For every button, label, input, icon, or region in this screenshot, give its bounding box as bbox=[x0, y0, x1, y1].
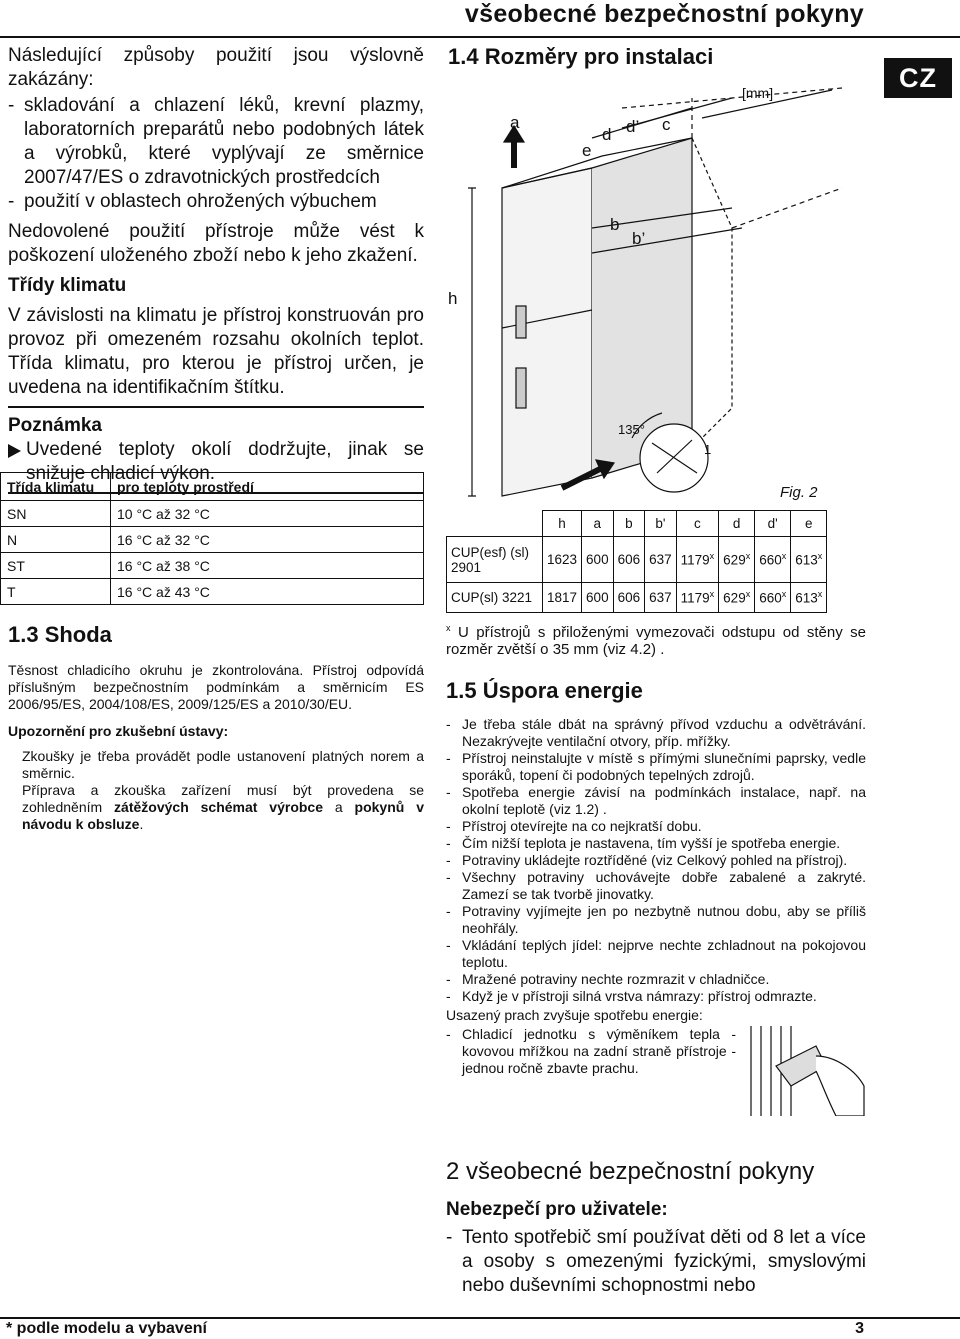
header-divider bbox=[0, 36, 960, 38]
dim-label-c: c bbox=[662, 115, 671, 134]
door-handle bbox=[516, 368, 526, 408]
footnote-text: U přístrojů s přiloženými vymezovači odstupu od stěny se rozměr zvětší o 35 mm (viz 4.2) . bbox=[446, 624, 867, 658]
hinge-label: 1 bbox=[704, 442, 712, 457]
table-cell: 600 bbox=[582, 583, 614, 613]
list-item: - Potraviny vyjímejte jen po nezbytně nutnou dobu, aby se příliš neohřály. bbox=[446, 903, 866, 937]
dim-label-e: e bbox=[582, 141, 592, 160]
table-cell: 637 bbox=[645, 583, 677, 613]
dim-label-h: h bbox=[448, 289, 458, 308]
energy-list bbox=[446, 716, 866, 1005]
dim-label-d: d bbox=[602, 125, 612, 144]
list-item: - Vkládání teplých jídel: nejprve nechte zchladnout na pokojovou teplotu. bbox=[446, 937, 866, 971]
table-row bbox=[1, 553, 424, 579]
table-cell: 606 bbox=[613, 537, 645, 583]
column-header: e bbox=[791, 511, 827, 537]
dim-label-b: b bbox=[610, 215, 620, 234]
door-handle bbox=[516, 306, 526, 338]
table-cell: T bbox=[1, 579, 111, 605]
climate-heading: Třídy klimatu bbox=[8, 275, 127, 296]
figure-caption: Fig. 2 bbox=[780, 484, 818, 501]
column-header: pro teploty prostředí bbox=[111, 473, 424, 501]
table-cell: 1817 bbox=[543, 583, 582, 613]
column-header: b' bbox=[645, 511, 677, 537]
footnote-sup: x bbox=[745, 589, 751, 600]
footnote-sup: x bbox=[745, 551, 751, 562]
list-item: - Tento spotřebič smí používat děti od 8 let a více a osoby s omezenými fyzickými, smyslovými nebo duševními schopnostmi nebo bbox=[446, 1226, 866, 1298]
list-item: - Mražené potraviny nechte rozmrazit v chladničce. bbox=[446, 971, 866, 988]
brush-cleaning-illustration bbox=[746, 1026, 866, 1116]
footnote-sup: x bbox=[709, 551, 715, 562]
compliance-text: Těsnost chladicího okruhu je zkontrolována. Přístroj odpovídá příslušným bezpečnostním podmínkám a směrnicím ES 2006/95/ES, 2004/108/ES, 2009/125/ES a 2010/30/EU. bbox=[8, 662, 424, 712]
column-header bbox=[447, 511, 543, 537]
dim-label-b2: b’ bbox=[632, 229, 646, 248]
table-cell: 16 °C až 32 °C bbox=[111, 527, 424, 553]
table-cell: 600 bbox=[582, 537, 614, 583]
model-cell: CUP(esf) (sl) 2901 bbox=[447, 537, 543, 583]
table-cell bbox=[791, 583, 827, 613]
table-header-row bbox=[1, 473, 424, 501]
safety-heading: 2 všeobecné bezpečnostní pokyny bbox=[446, 1158, 815, 1185]
model-cell: CUP(sl) 3221 bbox=[447, 583, 543, 613]
list-item: - Je třeba stále dbát na správný přívod vzduchu a odvětrávání. Nezakrývejte ventilační otvory, příp. mřížky. bbox=[446, 716, 866, 750]
cell-value: 660 bbox=[759, 552, 782, 568]
misuse-text: Nedovolené použití přístroje může vést k poškození uloženého zboží nebo k jeho zkažení. bbox=[8, 221, 424, 266]
labs-text-part: Příprava a zkouška zařízení musí být provedena se zohledněním bbox=[22, 782, 424, 815]
door-swing-outline bbox=[692, 138, 732, 448]
triangle-bullet-icon bbox=[8, 444, 21, 458]
climate-table bbox=[0, 472, 424, 605]
list-item: - Chladicí jednotku s výměníkem tepla - kovovou mřížkou na zadní straně přístroje - jednou ročně zbavte prachu. bbox=[446, 1026, 736, 1077]
table-cell: 606 bbox=[613, 583, 645, 613]
footnote-sup: x bbox=[817, 551, 823, 562]
table-cell bbox=[755, 537, 791, 583]
column-header: a bbox=[582, 511, 614, 537]
left-column bbox=[8, 44, 424, 494]
column-header: d' bbox=[755, 511, 791, 537]
dim-label-angle: 135° bbox=[618, 422, 645, 437]
dust-list bbox=[446, 1026, 736, 1116]
divider bbox=[8, 406, 424, 408]
table-cell: N bbox=[1, 527, 111, 553]
dimensions-table bbox=[446, 510, 827, 613]
compliance-heading: 1.3 Shoda bbox=[8, 622, 112, 647]
labs-text-2 bbox=[8, 782, 424, 833]
safety-subheading: Nebezpečí pro uživatele: bbox=[446, 1199, 668, 1220]
table-cell: ST bbox=[1, 553, 111, 579]
column-header: h bbox=[543, 511, 582, 537]
footnote-sup: x bbox=[781, 551, 787, 562]
column-header: c bbox=[676, 511, 719, 537]
dim-label-a: a bbox=[510, 113, 520, 132]
cell-value: 629 bbox=[723, 590, 746, 606]
column-header: b bbox=[613, 511, 645, 537]
cell-value: 1179 bbox=[680, 552, 710, 568]
table-row bbox=[447, 583, 827, 613]
footer-note: * podle modelu a vybavení bbox=[6, 1320, 207, 1337]
list-item: - Když je v přístroji silná vrstva námrazy: přístroj odmrazte. bbox=[446, 988, 866, 1005]
language-badge: CZ bbox=[884, 58, 952, 98]
table-cell: 10 °C až 32 °C bbox=[111, 501, 424, 527]
dust-heading: Usazený prach zvyšuje spotřebu energie: bbox=[446, 1007, 703, 1023]
energy-section bbox=[446, 620, 866, 1116]
table-cell: 16 °C až 38 °C bbox=[111, 553, 424, 579]
list-item: - skladování a chlazení léků, krevní plazmy, laboratorních preparátů nebo podobných látek a výrobků, které vyplývají ze směrnice 2007/47/ES o zdravotnických prostředcích bbox=[8, 94, 424, 190]
table-header-row bbox=[447, 511, 827, 537]
labs-text-part: . bbox=[139, 816, 144, 832]
table-cell bbox=[719, 583, 755, 613]
list-item: - použití v oblastech ohrožených výbuchem bbox=[8, 190, 424, 214]
note-heading: Poznámka bbox=[8, 415, 102, 436]
table-cell bbox=[791, 537, 827, 583]
labs-heading: Upozornění pro zkušební ústavy: bbox=[8, 723, 229, 739]
footer-divider bbox=[0, 1317, 960, 1319]
page-number: 3 bbox=[855, 1320, 864, 1337]
right-column bbox=[448, 44, 868, 70]
table-cell bbox=[719, 537, 755, 583]
climate-text: V závislosti na klimatu je přístroj konstruován pro provoz při omezeném rozsahu okolních teplot. Třída klimatu, pro kterou je přístroj určen, je uvedena na identifikačním štítku. bbox=[8, 305, 424, 398]
dimensions-footnote bbox=[446, 620, 866, 658]
safety-list bbox=[446, 1226, 866, 1298]
dim-label-d2: d’ bbox=[626, 117, 640, 136]
footnote-sup: x bbox=[817, 589, 823, 600]
dust-block bbox=[446, 1026, 866, 1116]
cell-value: 660 bbox=[759, 590, 782, 606]
footnote-sup: x bbox=[709, 589, 715, 600]
list-item: - Všechny potraviny uchovávejte dobře zabalené a zakryté. Zamezí se tak tvorbě jinovatky. bbox=[446, 869, 866, 903]
labs-text-bold: zátěžových schémat výrobce bbox=[114, 799, 323, 815]
table-row bbox=[1, 579, 424, 605]
table-cell bbox=[676, 537, 719, 583]
energy-heading: 1.5 Úspora energie bbox=[446, 678, 643, 703]
list-item: - Spotřeba energie závisí na podmínkách instalace, např. na okolní teplotě (viz 1.2) . bbox=[446, 784, 866, 818]
installation-dimensions-figure bbox=[442, 78, 862, 498]
table-row bbox=[1, 527, 424, 553]
list-item: - Potraviny ukládejte roztříděné (viz Celkový pohled na přístroj). bbox=[446, 852, 866, 869]
cell-value: 613 bbox=[795, 552, 818, 568]
note-text: Uvedené teploty okolí dodržujte, jinak se snižuje chladicí výkon. bbox=[26, 439, 424, 484]
footnote-sup: x bbox=[781, 589, 787, 600]
cell-value: 1179 bbox=[680, 590, 710, 606]
table-cell bbox=[755, 583, 791, 613]
list-item: - Čím nižší teplota je nastavena, tím vyšší je spotřeba energie. bbox=[446, 835, 866, 852]
table-cell: 16 °C až 43 °C bbox=[111, 579, 424, 605]
table-cell: SN bbox=[1, 501, 111, 527]
forbidden-list bbox=[8, 94, 424, 214]
column-header: Třída klimatu bbox=[1, 473, 111, 501]
labs-text-bold: pokynů v návodu k obsluze bbox=[22, 799, 424, 832]
table-cell bbox=[676, 583, 719, 613]
list-item: - Přístroj neinstalujte v místě s přímými slunečními paprsky, vedle sporáků, topení či podobných tepelných zdrojů. bbox=[446, 750, 866, 784]
dimensions-heading: 1.4 Rozměry pro instalaci bbox=[448, 44, 714, 69]
page-header-title: všeobecné bezpečnostní pokyny bbox=[464, 0, 864, 28]
table-row bbox=[1, 501, 424, 527]
cell-value: 613 bbox=[795, 590, 818, 606]
cell-value: 629 bbox=[723, 552, 746, 568]
table-cell: 637 bbox=[645, 537, 677, 583]
list-item: - Přístroj otevírejte na co nejkratší dobu. bbox=[446, 818, 866, 835]
labs-text-part: a bbox=[323, 799, 355, 815]
table-row bbox=[447, 537, 827, 583]
forbidden-intro: Následující způsoby použití jsou výslovně zakázány: bbox=[8, 45, 424, 90]
safety-section bbox=[446, 1158, 866, 1298]
column-header: d bbox=[719, 511, 755, 537]
table-cell: 1623 bbox=[543, 537, 582, 583]
labs-text-1: Zkoušky je třeba provádět podle ustanovení platných norem a směrnic. bbox=[22, 748, 424, 781]
compliance-section bbox=[8, 622, 424, 833]
unit-label: [mm] bbox=[742, 85, 774, 101]
footnote-mark: x bbox=[446, 623, 451, 633]
